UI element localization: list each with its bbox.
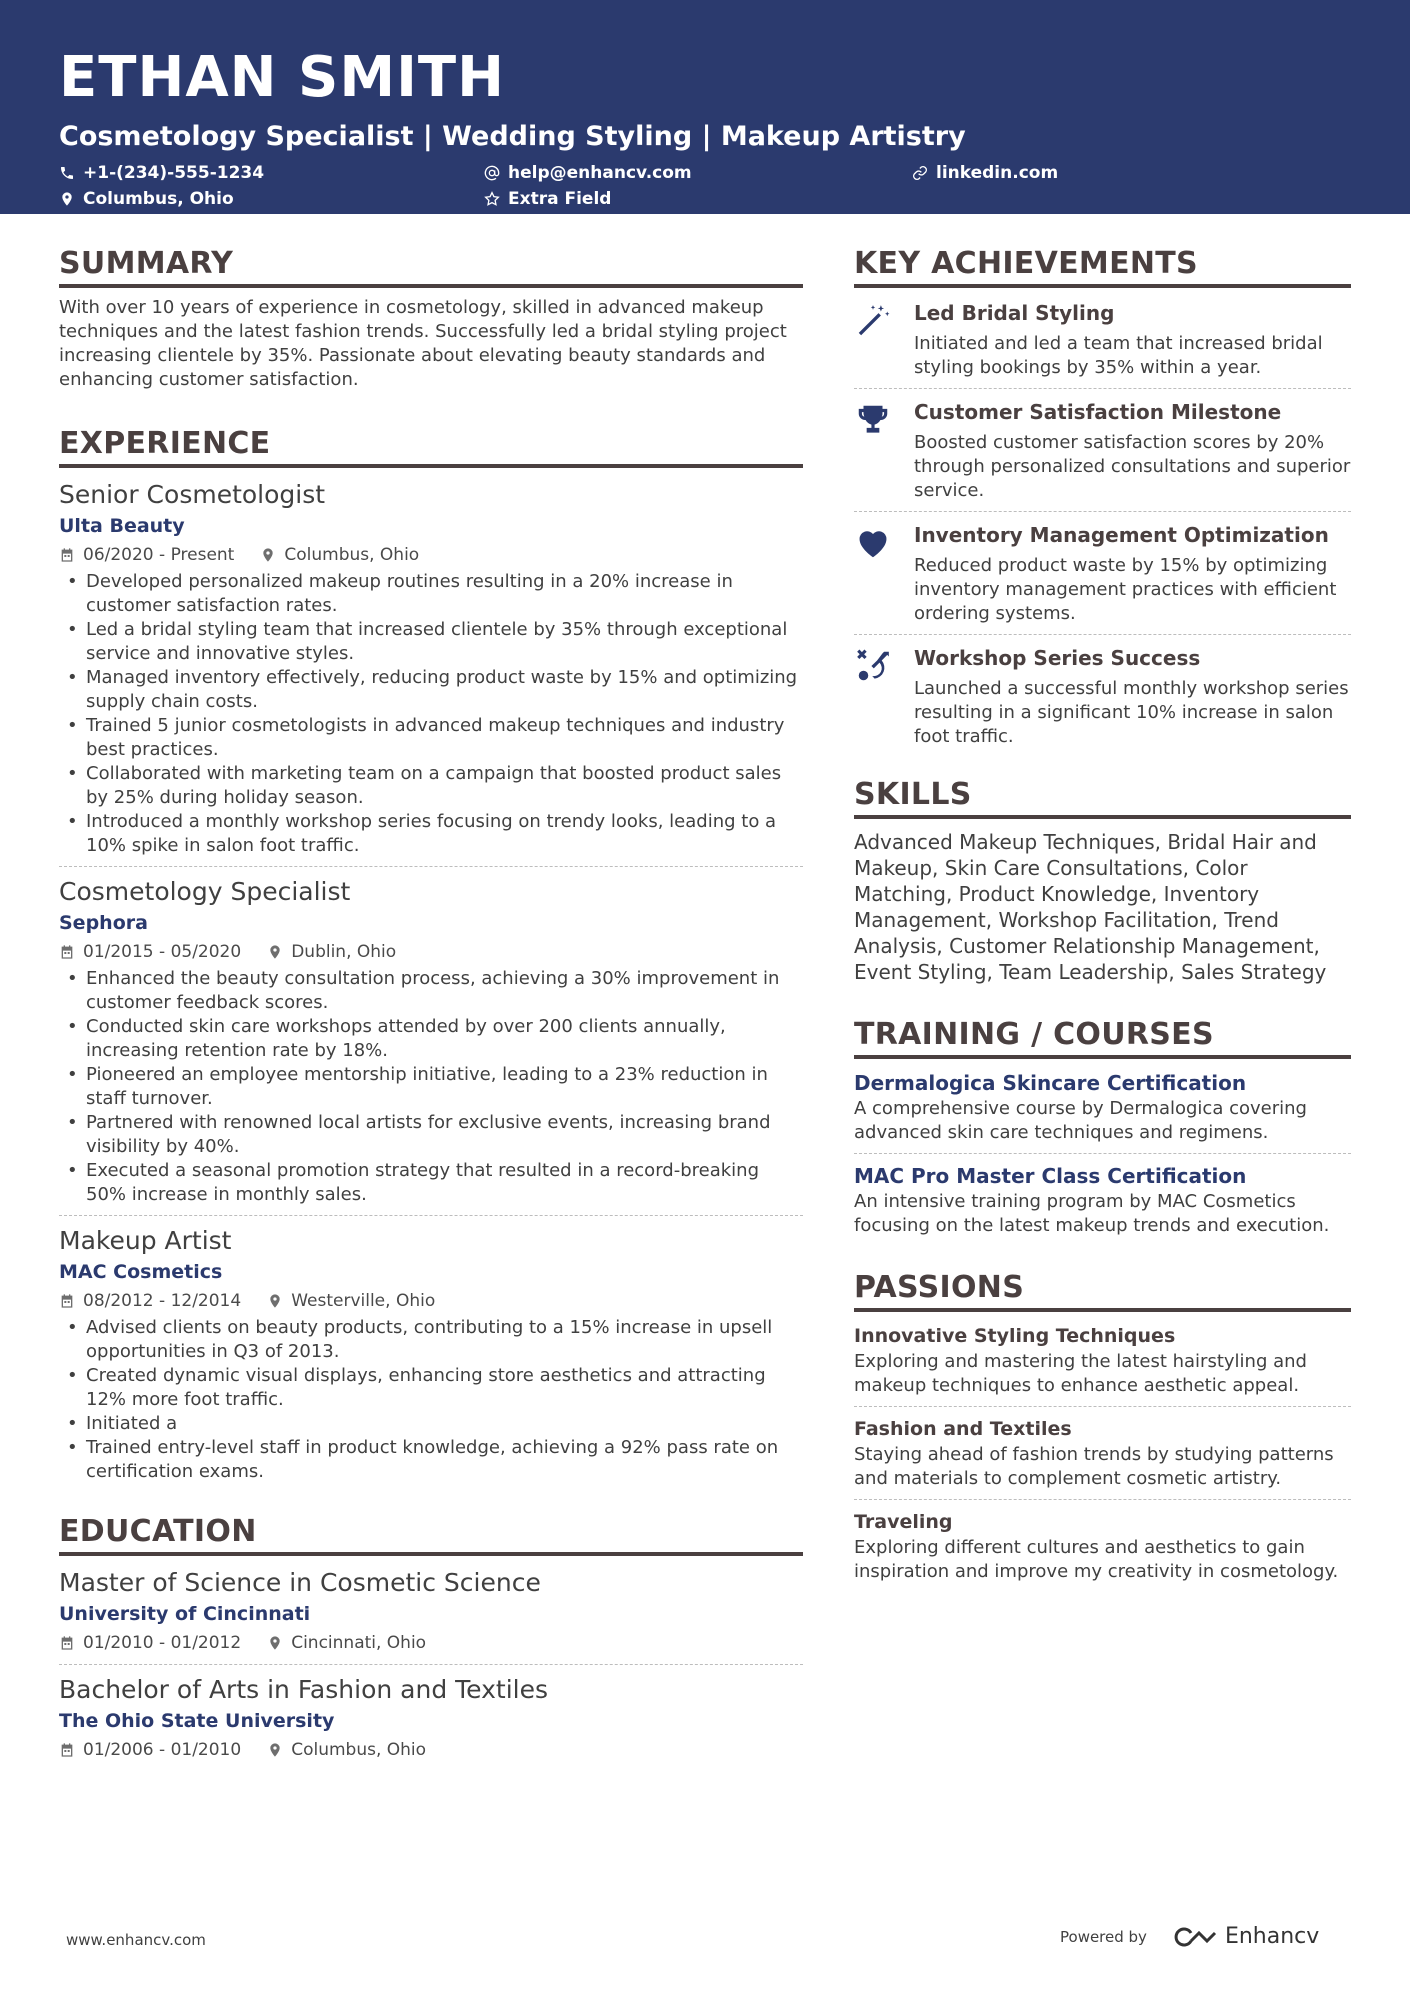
education-location-text: Columbus, Ohio xyxy=(291,1740,427,1760)
achievement-body xyxy=(914,397,1351,503)
calendar-icon xyxy=(59,1742,75,1758)
job-location xyxy=(260,542,419,568)
entry-divider xyxy=(59,1215,803,1216)
email-address[interactable]: help@enhancv.com xyxy=(508,163,692,183)
map-pin-icon xyxy=(267,1293,283,1309)
job-bullet: • Initiated a xyxy=(59,1412,803,1436)
calendar-icon xyxy=(59,1293,75,1309)
job-entry xyxy=(59,478,803,858)
footer-website[interactable]: www.enhancv.com xyxy=(66,1931,206,1949)
job-dates-text: 08/2012 - 12/2014 xyxy=(83,1291,242,1311)
map-pin-icon xyxy=(260,547,276,563)
achievement-title: Customer Satisfaction Milestone xyxy=(914,400,1282,424)
footer-branding xyxy=(1060,1924,1319,1949)
summary-section xyxy=(59,244,803,392)
job-bullet: • Developed personalized makeup routines resulting in a 20% increase in customer satisfaction rates. xyxy=(59,570,803,618)
job-bullet: • Managed inventory effectively, reducing product waste by 15% and optimizing supply chain costs. xyxy=(59,666,803,714)
job-location-text: Westerville, Ohio xyxy=(291,1291,436,1311)
achievement-title: Workshop Series Success xyxy=(914,646,1201,670)
right-column xyxy=(854,244,1351,1584)
candidate-name: ETHAN SMITH xyxy=(59,45,505,110)
map-pin-icon xyxy=(267,944,283,960)
skills-section xyxy=(854,775,1351,985)
job-location-text: Columbus, Ohio xyxy=(284,545,420,565)
achievement-body xyxy=(914,298,1351,380)
school-name: University of Cincinnati xyxy=(59,1603,311,1625)
education-location-text: Cincinnati, Ohio xyxy=(291,1633,427,1653)
left-column xyxy=(59,244,803,1763)
education-section xyxy=(59,1512,803,1763)
job-meta xyxy=(59,542,803,568)
company-name: MAC Cosmetics xyxy=(59,1261,223,1283)
passion-desc: Staying ahead of fashion trends by studying patterns and materials to complement cosmetic artistry. xyxy=(854,1444,1334,1489)
achievement-desc: Initiated and led a team that increased bridal styling bookings by 35% within a year. xyxy=(914,333,1323,378)
summary-text: With over 10 years of experience in cosmetology, skilled in advanced makeup techniques and the latest fashion trends. Successfully led a bridal styling project increasing clientele by 35%. Passionate about elevating beauty standards and enhancing customer satisfaction. xyxy=(59,297,787,390)
school-name: The Ohio State University xyxy=(59,1710,335,1732)
enhancv-logo-icon xyxy=(1171,1925,1217,1949)
achievement-icon-wrap xyxy=(854,298,914,380)
achievement-title: Led Bridal Styling xyxy=(914,301,1115,325)
link-icon xyxy=(912,165,928,181)
education-entry xyxy=(59,1673,803,1763)
contact-info xyxy=(59,160,1351,216)
achievement-body xyxy=(914,520,1351,626)
job-entry xyxy=(59,1224,803,1484)
section-title-passions: PASSIONS xyxy=(854,1268,1351,1312)
magic-wand-icon xyxy=(854,302,892,340)
education-meta xyxy=(59,1737,803,1763)
job-dates xyxy=(59,1288,241,1314)
achievement-item xyxy=(854,298,1351,380)
entry-divider xyxy=(854,1406,1351,1407)
resume-header xyxy=(0,0,1410,214)
course-item xyxy=(854,1162,1351,1238)
contact-extra xyxy=(484,186,611,212)
candidate-headline: Cosmetology Specialist | Wedding Styling | Makeup Artistry xyxy=(59,121,966,152)
job-bullets xyxy=(59,570,803,858)
passion-desc: Exploring and mastering the latest hairstyling and makeup techniques to enhance aesthetic appeal. xyxy=(854,1351,1307,1396)
course-desc: An intensive training program by MAC Cosmetics focusing on the latest makeup trends and execution. xyxy=(854,1191,1330,1236)
job-title: Senior Cosmetologist xyxy=(59,480,326,509)
achievement-icon-wrap xyxy=(854,397,914,503)
map-pin-icon xyxy=(267,1635,283,1651)
skills-text: Advanced Makeup Techniques, Bridal Hair and Makeup, Skin Care Consultations, Color Matching, Product Knowledge, Inventory Management, Workshop Facilitation, Trend Analysis, Customer Relationship Management, Event Styling, Team Leadership, Sales Strategy xyxy=(854,830,1327,984)
entry-divider xyxy=(854,1499,1351,1500)
education-location xyxy=(267,1737,426,1763)
company-name: Sephora xyxy=(59,912,148,934)
passion-item xyxy=(854,1322,1351,1398)
achievement-item xyxy=(854,520,1351,626)
job-bullet: • Introduced a monthly workshop series focusing on trendy looks, leading to a 10% spike in salon foot traffic. xyxy=(59,810,803,858)
job-location xyxy=(267,939,396,965)
entry-divider xyxy=(59,1664,803,1665)
course-item xyxy=(854,1069,1351,1145)
job-bullet: • Enhanced the beauty consultation process, achieving a 30% improvement in customer feedback scores. xyxy=(59,967,803,1015)
star-icon xyxy=(484,191,500,207)
job-bullets xyxy=(59,1316,803,1484)
brand-name: Enhancv xyxy=(1224,1924,1320,1949)
passion-item xyxy=(854,1508,1351,1584)
section-title-skills: SKILLS xyxy=(854,775,1351,819)
achievement-body xyxy=(914,643,1351,749)
job-bullet: • Partnered with renowned local artists for exclusive events, increasing brand visibility by 40%. xyxy=(59,1111,803,1159)
education-dates xyxy=(59,1630,241,1656)
achievement-title: Inventory Management Optimization xyxy=(914,523,1329,547)
experience-section xyxy=(59,424,803,1484)
course-desc: A comprehensive course by Dermalogica covering advanced skin care techniques and regimens. xyxy=(854,1098,1307,1143)
achievement-item xyxy=(854,643,1351,749)
phone-icon xyxy=(59,165,75,181)
entry-divider xyxy=(854,388,1351,389)
trophy-icon xyxy=(854,401,892,439)
education-dates-text: 01/2010 - 01/2012 xyxy=(83,1633,242,1653)
calendar-icon xyxy=(59,944,75,960)
education-dates-text: 01/2006 - 01/2010 xyxy=(83,1740,242,1760)
degree-title: Bachelor of Arts in Fashion and Textiles xyxy=(59,1675,548,1704)
map-pin-icon xyxy=(267,1742,283,1758)
passion-desc: Exploring different cultures and aesthetics to gain inspiration and improve my creativity in cosmetology. xyxy=(854,1537,1339,1582)
education-entry xyxy=(59,1566,803,1656)
job-bullet: • Executed a seasonal promotion strategy that resulted in a record-breaking 50% increase in monthly sales. xyxy=(59,1159,803,1207)
achievement-icon-wrap xyxy=(854,520,914,626)
passions-section xyxy=(854,1268,1351,1584)
job-dates xyxy=(59,939,241,965)
passion-title: Traveling xyxy=(854,1511,953,1533)
job-bullet: • Trained 5 junior cosmetologists in advanced makeup techniques and industry best practices. xyxy=(59,714,803,762)
achievements-section xyxy=(854,244,1351,749)
passion-title: Innovative Styling Techniques xyxy=(854,1325,1176,1347)
achievement-desc: Reduced product waste by 15% by optimizing inventory management practices with efficient ordering systems. xyxy=(914,555,1337,624)
job-dates-text: 01/2015 - 05/2020 xyxy=(83,942,242,962)
job-bullet: • Advised clients on beauty products, contributing to a 15% increase in upsell opportunities in Q3 of 2013. xyxy=(59,1316,803,1364)
entry-divider xyxy=(59,866,803,867)
job-entry xyxy=(59,875,803,1207)
company-name: Ulta Beauty xyxy=(59,515,185,537)
section-title-training: TRAINING / COURSES xyxy=(854,1015,1351,1059)
job-location xyxy=(267,1288,435,1314)
job-bullet: • Pioneered an employee mentorship initiative, leading to a 23% reduction in staff turnover. xyxy=(59,1063,803,1111)
course-title: MAC Pro Master Class Certification xyxy=(854,1164,1247,1188)
achievement-desc: Launched a successful monthly workshop series resulting in a significant 10% increase in salon foot traffic. xyxy=(914,678,1349,747)
section-title-education: EDUCATION xyxy=(59,1512,803,1556)
contact-email xyxy=(484,160,692,186)
achievement-icon-wrap xyxy=(854,643,914,749)
job-location-text: Dublin, Ohio xyxy=(291,942,397,962)
job-bullets xyxy=(59,967,803,1207)
section-title-achievements: KEY ACHIEVEMENTS xyxy=(854,244,1351,288)
training-section xyxy=(854,1015,1351,1238)
entry-divider xyxy=(854,1153,1351,1154)
extra-field-text: Extra Field xyxy=(508,189,612,209)
education-location xyxy=(267,1630,426,1656)
section-title-experience: EXPERIENCE xyxy=(59,424,803,468)
course-title: Dermalogica Skincare Certification xyxy=(854,1071,1247,1095)
at-sign-icon xyxy=(484,165,500,181)
job-dates-text: 06/2020 - Present xyxy=(83,545,235,565)
job-bullet: • Created dynamic visual displays, enhancing store aesthetics and attracting 12% more foot traffic. xyxy=(59,1364,803,1412)
achievement-desc: Boosted customer satisfaction scores by 20% through personalized consultations and superior service. xyxy=(914,432,1351,501)
strategy-icon xyxy=(854,647,892,685)
location-text: Columbus, Ohio xyxy=(83,189,234,209)
achievement-item xyxy=(854,397,1351,503)
passion-item xyxy=(854,1415,1351,1491)
phone-number[interactable]: +1-(234)-555-1234 xyxy=(83,163,265,183)
entry-divider xyxy=(854,634,1351,635)
contact-phone xyxy=(59,160,264,186)
passion-title: Fashion and Textiles xyxy=(854,1418,1072,1440)
job-dates xyxy=(59,542,234,568)
section-title-summary: SUMMARY xyxy=(59,244,803,288)
linkedin-link[interactable]: linkedin.com xyxy=(936,163,1059,183)
job-bullet: • Led a bridal styling team that increased clientele by 35% through exceptional service and innovative styles. xyxy=(59,618,803,666)
contact-linkedin xyxy=(912,160,1058,186)
job-bullet: • Collaborated with marketing team on a campaign that boosted product sales by 25% during holiday season. xyxy=(59,762,803,810)
map-pin-icon xyxy=(59,191,75,207)
education-dates xyxy=(59,1737,241,1763)
powered-by-text: Powered by xyxy=(1060,1927,1147,1946)
contact-location xyxy=(59,186,234,212)
brand-logo[interactable] xyxy=(1171,1924,1319,1949)
education-meta xyxy=(59,1630,803,1656)
job-title: Makeup Artist xyxy=(59,1226,232,1255)
job-bullet: • Trained entry-level staff in product knowledge, achieving a 92% pass rate on certification exams. xyxy=(59,1436,803,1484)
calendar-icon xyxy=(59,1635,75,1651)
job-meta xyxy=(59,939,803,965)
job-bullet: • Conducted skin care workshops attended by over 200 clients annually, increasing retention rate by 18%. xyxy=(59,1015,803,1063)
job-meta xyxy=(59,1288,803,1314)
job-title: Cosmetology Specialist xyxy=(59,877,351,906)
heart-icon xyxy=(854,524,892,562)
entry-divider xyxy=(854,511,1351,512)
calendar-icon xyxy=(59,547,75,563)
degree-title: Master of Science in Cosmetic Science xyxy=(59,1568,541,1597)
